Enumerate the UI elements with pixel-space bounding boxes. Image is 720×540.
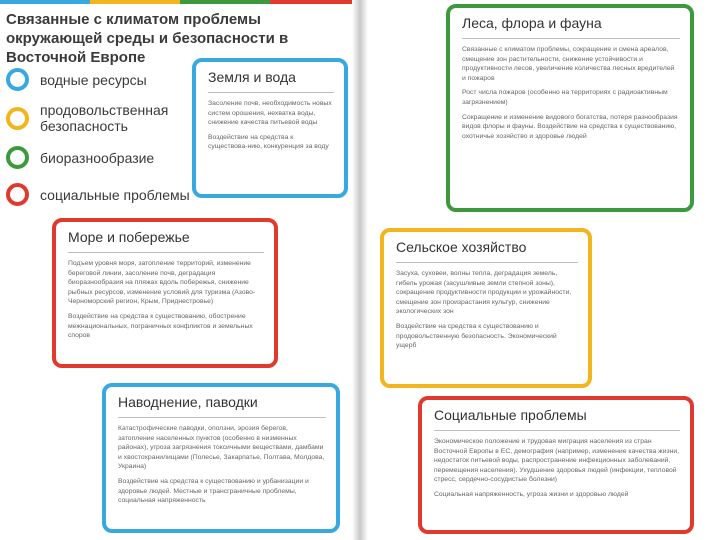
box-text: Засоление почв, необходимость новых систем орошения, нехватка воды, снижение качества питьевой воды (208, 100, 332, 127)
box-land-water (192, 58, 348, 198)
top-bar-green (180, 0, 270, 4)
page-gutter (352, 0, 368, 540)
box-divider (396, 262, 578, 263)
box-divider (208, 92, 334, 93)
box-text: Рост числа пожаров (особенно на территориях с радиоактивным загрязнением) (462, 89, 668, 106)
legend-label: социальные проблемы (40, 186, 190, 203)
box-divider (462, 38, 680, 39)
legend-item-water (6, 68, 147, 91)
box-text: Воздействие на средства к существова-нию, конкуренция за воду (208, 133, 329, 151)
box-text: Социальная напряженность, угроза жизни и здоровью людей (434, 490, 629, 498)
box-agriculture (380, 228, 592, 388)
box-text: Катастрофические паводки, оползни, эрозия берегов, затопление населенных пунктов (особенно в низменных районах), угроза загрязнения токсичными веществами, дамбами и хвостохранилищами (Полесье, Закарпатье, Полтава, Молдова, Украина) (118, 425, 325, 471)
box-title: Земля и вода (208, 69, 296, 85)
box-text: Воздействие на средства к существованию и продовольственную безопасность. Экономический ущерб (396, 322, 557, 350)
red-ring-icon (6, 183, 29, 206)
box-forest (446, 4, 694, 212)
box-divider (434, 430, 680, 431)
box-title: Море и побережье (68, 229, 190, 245)
page-title: Связанные с климатом проблемы окружающей среды и безопасности в Восточной Европе (6, 11, 289, 66)
green-ring-icon (6, 146, 29, 169)
blue-ring-icon (6, 68, 29, 91)
top-bar-red (270, 0, 352, 4)
box-sea-coast (52, 218, 278, 368)
legend-label: продовольственная безопасность (40, 102, 169, 134)
legend-item-food (6, 102, 169, 134)
box-text: Связанные с климатом проблемы, сокращение и смена ареалов, смещение зон растительности, снижение устойчивости и продуктивности лесов, увеличение количества лесных вредителей и пожаров (462, 46, 675, 82)
box-divider (68, 252, 264, 253)
legend-label: водные ресурсы (40, 71, 147, 88)
legend-item-biodiversity (6, 146, 154, 169)
box-divider (118, 417, 326, 418)
box-title: Наводнение, паводки (118, 394, 258, 410)
box-text: Экономическое положение и трудовая миграция населения из стран Восточной Европы в ЕС, демография (например, изменение качества жизни, недостаток питьевой воды, распространение инфекционных заболеваний, перемещения населения). Ухудшение здоровья людей (инфекции, тепловой стресс, сердечно-сосудистые болезни) (434, 438, 680, 484)
legend-label: биоразнообразие (40, 149, 155, 166)
legend-item-social (6, 183, 190, 206)
box-text: Засуха, суховеи, волны тепла, деградация земель, гибель урожая (засушливые земли степной зоны), сокращение продуктивности продукции и урожайности, смещение зон произрастания культур, снижение экологических зон (396, 270, 572, 316)
yellow-ring-icon (6, 107, 29, 130)
box-title: Леса, флора и фауна (462, 15, 602, 31)
top-bar-yellow (90, 0, 180, 4)
box-text: Подъем уровня моря, затопление территорий, изменение береговой линии, засоление почв, деградация биоразнообразия на пляжах вдоль побережья, снижение рыбных ресурсов, изменение условий для туризма (Азово-Черноморский регион, Крым, Приднестровье) (68, 260, 256, 306)
box-text: Сокращение и изменение видового богатства, потеря разнообразия видов флоры и фауны. Воздействие на средства к существованию, охотничье хозяйство и здоровье людей (462, 113, 678, 140)
box-text: Воздействие на средства к существованию и урбанизации и здоровье людей. Местные и трансграничные проблемы, социальная напряженность (118, 477, 309, 505)
box-title: Социальные проблемы (434, 407, 587, 423)
box-social (418, 396, 694, 534)
box-title: Сельское хозяйство (396, 239, 527, 255)
box-floods (102, 383, 340, 533)
box-text: Воздействие на средства к существованию, обострение межнациональных, пограничных конфликтов и земельных споров (68, 312, 253, 340)
top-bar-blue (0, 0, 90, 4)
